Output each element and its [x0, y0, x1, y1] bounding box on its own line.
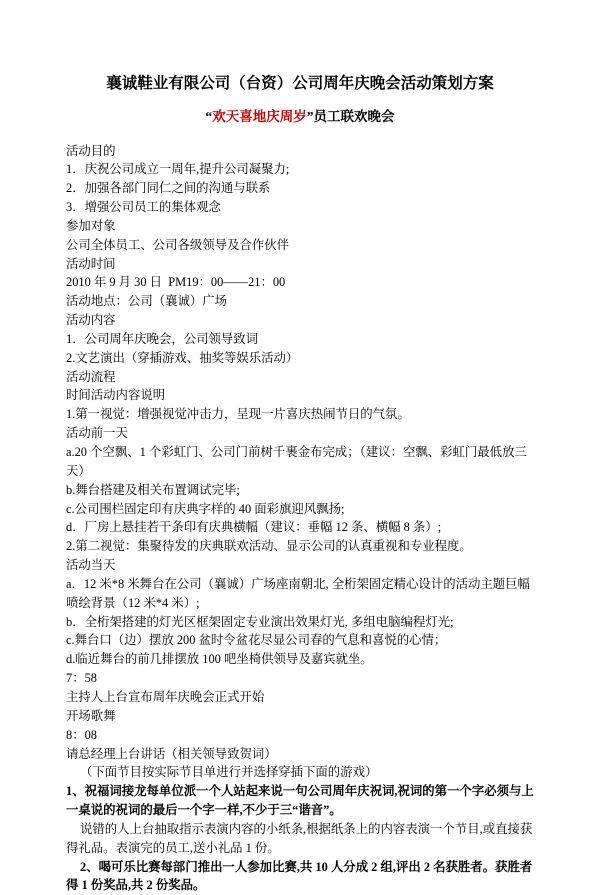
body-line: c.公司围栏固定印有庆典字样的 40 面彩旗迎风飘扬;: [52, 500, 548, 519]
body-line: 7：58: [52, 669, 548, 688]
body-line: 1．庆祝公司成立一周年,提升公司凝聚力;: [52, 160, 548, 179]
body-line: 2.文艺演出（穿插游戏、抽奖等娱乐活动）: [52, 349, 548, 368]
body-line: 参加对象: [52, 217, 548, 236]
body-line: 1、祝福词接龙每单位派一个人站起来说一句公司周年庆祝词,祝词的第一个字必须与上: [52, 782, 548, 801]
page-title: 襄诚鞋业有限公司（台资）公司周年庆晚会活动策划方案: [52, 72, 548, 95]
body-line: 活动当天: [52, 556, 548, 575]
body-line: d．厂房上悬挂若干条印有庆典横幅（建议：垂幅 12 条、横幅 8 条）;: [52, 518, 548, 537]
body-line: d.临近舞台的前几排摆放 100 吧坐椅供领导及嘉宾就坐。: [52, 650, 548, 669]
body-line: 天）: [52, 462, 548, 481]
body-line: a．12 米*8 米舞台在公司（襄诚）广场座南朝北, 全桁架固定精心设计的活动主题巨幅: [52, 575, 548, 594]
body-line: 活动时间: [52, 255, 548, 274]
body-line: 活动地点：公司（襄诚）广场: [52, 292, 548, 311]
subtitle-open-quote: “: [206, 109, 213, 124]
body-line: 1.第一视觉：增强视觉冲击力，呈现一片喜庆热闹节日的气氛。: [52, 405, 548, 424]
body-line: 1．公司周年庆晚会，公司领导致词: [52, 330, 548, 349]
body-line: 2.第二视觉：集聚待发的庆典联欢活动、显示公司的认真重视和专业程度。: [52, 537, 548, 556]
body-line: 得 1 份奖品,共 2 份奖品。: [52, 876, 548, 895]
body-line: 公司全体员工、公司各级领导及合作伙伴: [52, 236, 548, 255]
body-line: 活动目的: [52, 142, 548, 161]
body-line: a.20 个空飘、1 个彩虹门、公司门前树千裹金布完成；（建议：空飘、彩虹门最低放三: [52, 443, 548, 462]
body-line: 一桌说的祝词的最后一个字一样,不少于三“谐音”。: [52, 801, 548, 820]
body-line: 8：08: [52, 726, 548, 745]
body-line: b．全桁架搭建的灯光区框架固定专业演出效果灯光, 多组电脑编程灯光;: [52, 613, 548, 632]
body-line: c.舞台口（边）摆放 200 盆时令盆花尽显公司春的气息和喜悦的心情；: [52, 631, 548, 650]
subtitle-highlight: 欢天喜地庆周岁: [212, 109, 307, 124]
body-line: 活动流程: [52, 368, 548, 387]
body-line: 3．增强公司员工的集体观念: [52, 198, 548, 217]
body-line: 开场歌舞: [52, 707, 548, 726]
body-line: 主持人上台宣布周年庆晚会正式开始: [52, 688, 548, 707]
subtitle-tail: ”员工联欢晚会: [307, 109, 395, 124]
body-line: b.舞台搭建及相关布置调试完毕;: [52, 481, 548, 500]
body-line: 2010 年 9 月 30 日 PM19：00——21：00: [52, 273, 548, 292]
body-line: （下面节目按实际节目单进行并选择穿插下面的游戏）: [52, 763, 548, 782]
body-line: 喷绘背景（12 米*4 米）;: [52, 594, 548, 613]
body-line: 时间活动内容说明: [52, 386, 548, 405]
body-line: 请总经理上台讲话（相关领导致贺词）: [52, 745, 548, 764]
document-body: [52, 142, 548, 895]
document-subtitle: [52, 107, 548, 127]
body-line: 得礼品。表演完的员工,送小礼品 1 份。: [52, 839, 548, 858]
body-line: 2．加强各部门同仁之间的沟通与联系: [52, 179, 548, 198]
body-line: 活动内容: [52, 311, 548, 330]
body-line: 活动前一天: [52, 424, 548, 443]
body-line: 说错的人上台抽取指示表演内容的小纸条,根据纸条上的内容表演一个节目,或直接获: [52, 820, 548, 839]
body-line: 2、喝可乐比赛每部门推出一人参加比赛,共 10 人分成 2 组,评出 2 名获胜者。获胜者: [52, 858, 548, 877]
